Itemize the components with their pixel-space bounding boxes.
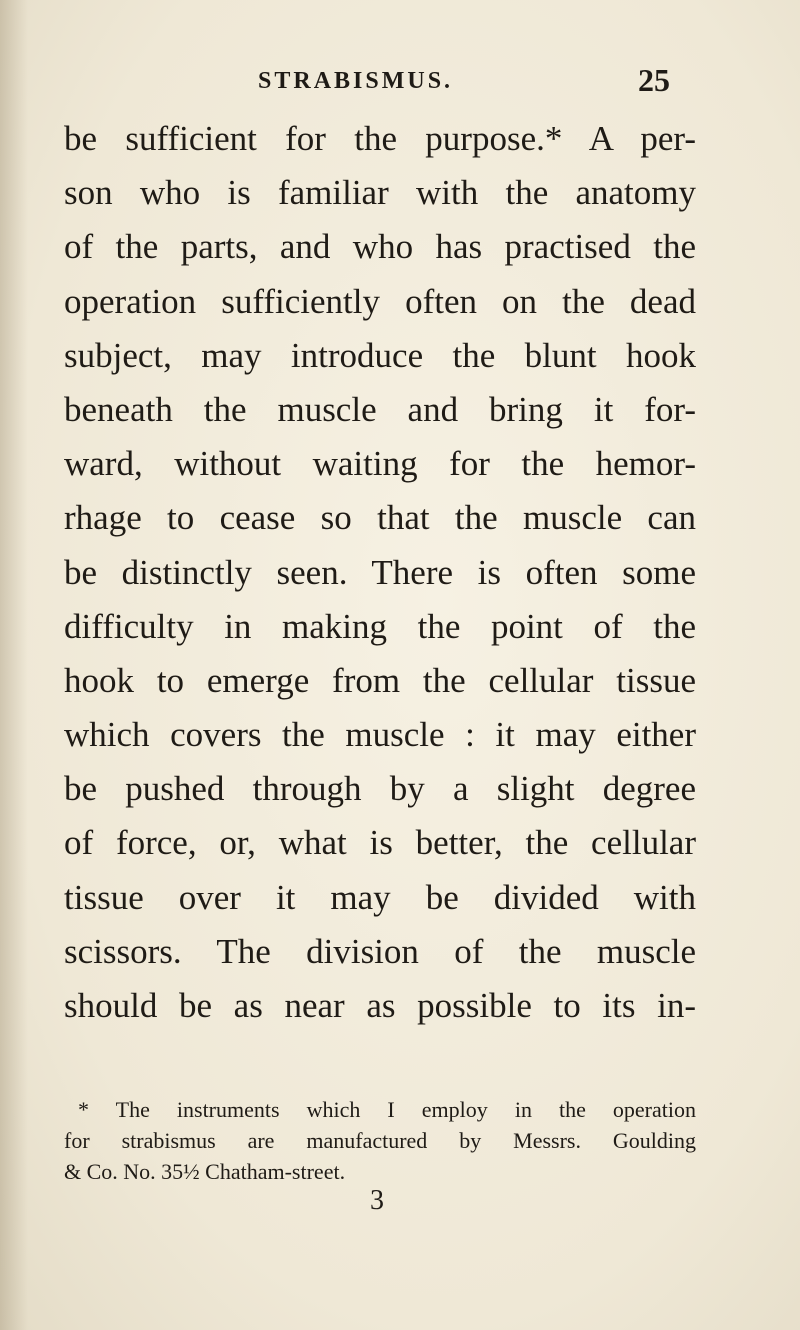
- text-line: beneath the muscle and bring it for-: [64, 389, 696, 429]
- text-line: operation sufficiently often on the dead: [64, 281, 696, 321]
- text-line: of force, or, what is better, the cellular: [64, 823, 696, 863]
- text-line: of the parts, and who has practised the: [64, 227, 696, 267]
- text-line: be sufficient for the purpose.* A per-: [64, 119, 696, 158]
- signature-mark: 3: [370, 1185, 384, 1216]
- text-line: rhage to cease so that the muscle can: [64, 498, 696, 538]
- text-line: which covers the muscle : it may either: [64, 715, 696, 755]
- footnote-line: & Co. No. 35½ Chatham-street.: [64, 1159, 346, 1184]
- footnote-line: for strabismus are manufactured by Messrs. Goulding: [64, 1128, 696, 1153]
- text-line: son who is familiar with the anatomy: [64, 173, 696, 213]
- text-line: ward, without waiting for the hemor-: [64, 444, 696, 484]
- text-line: be distinctly seen. There is often some: [64, 552, 696, 592]
- footnote-line: * The instruments which I employ in the operation: [78, 1097, 696, 1122]
- text-line: difficulty in making the point of the: [64, 606, 696, 646]
- body-text: [64, 112, 696, 1033]
- text-line: hook to emerge from the cellular tissue: [64, 660, 696, 700]
- text-line: tissue over it may be divided with: [64, 877, 696, 917]
- running-title: STRABISMUS.: [258, 68, 454, 94]
- page-edge-shadow: [0, 0, 28, 1330]
- text-line: scissors. The division of the muscle: [64, 931, 696, 971]
- text-line: subject, may introduce the blunt hook: [64, 335, 696, 375]
- text-line: should be as near as possible to its in-: [64, 986, 696, 1025]
- text-line: be pushed through by a slight degree: [64, 769, 696, 809]
- footnote: [64, 1094, 696, 1187]
- page-number: 25: [638, 62, 670, 98]
- running-head: [0, 62, 800, 102]
